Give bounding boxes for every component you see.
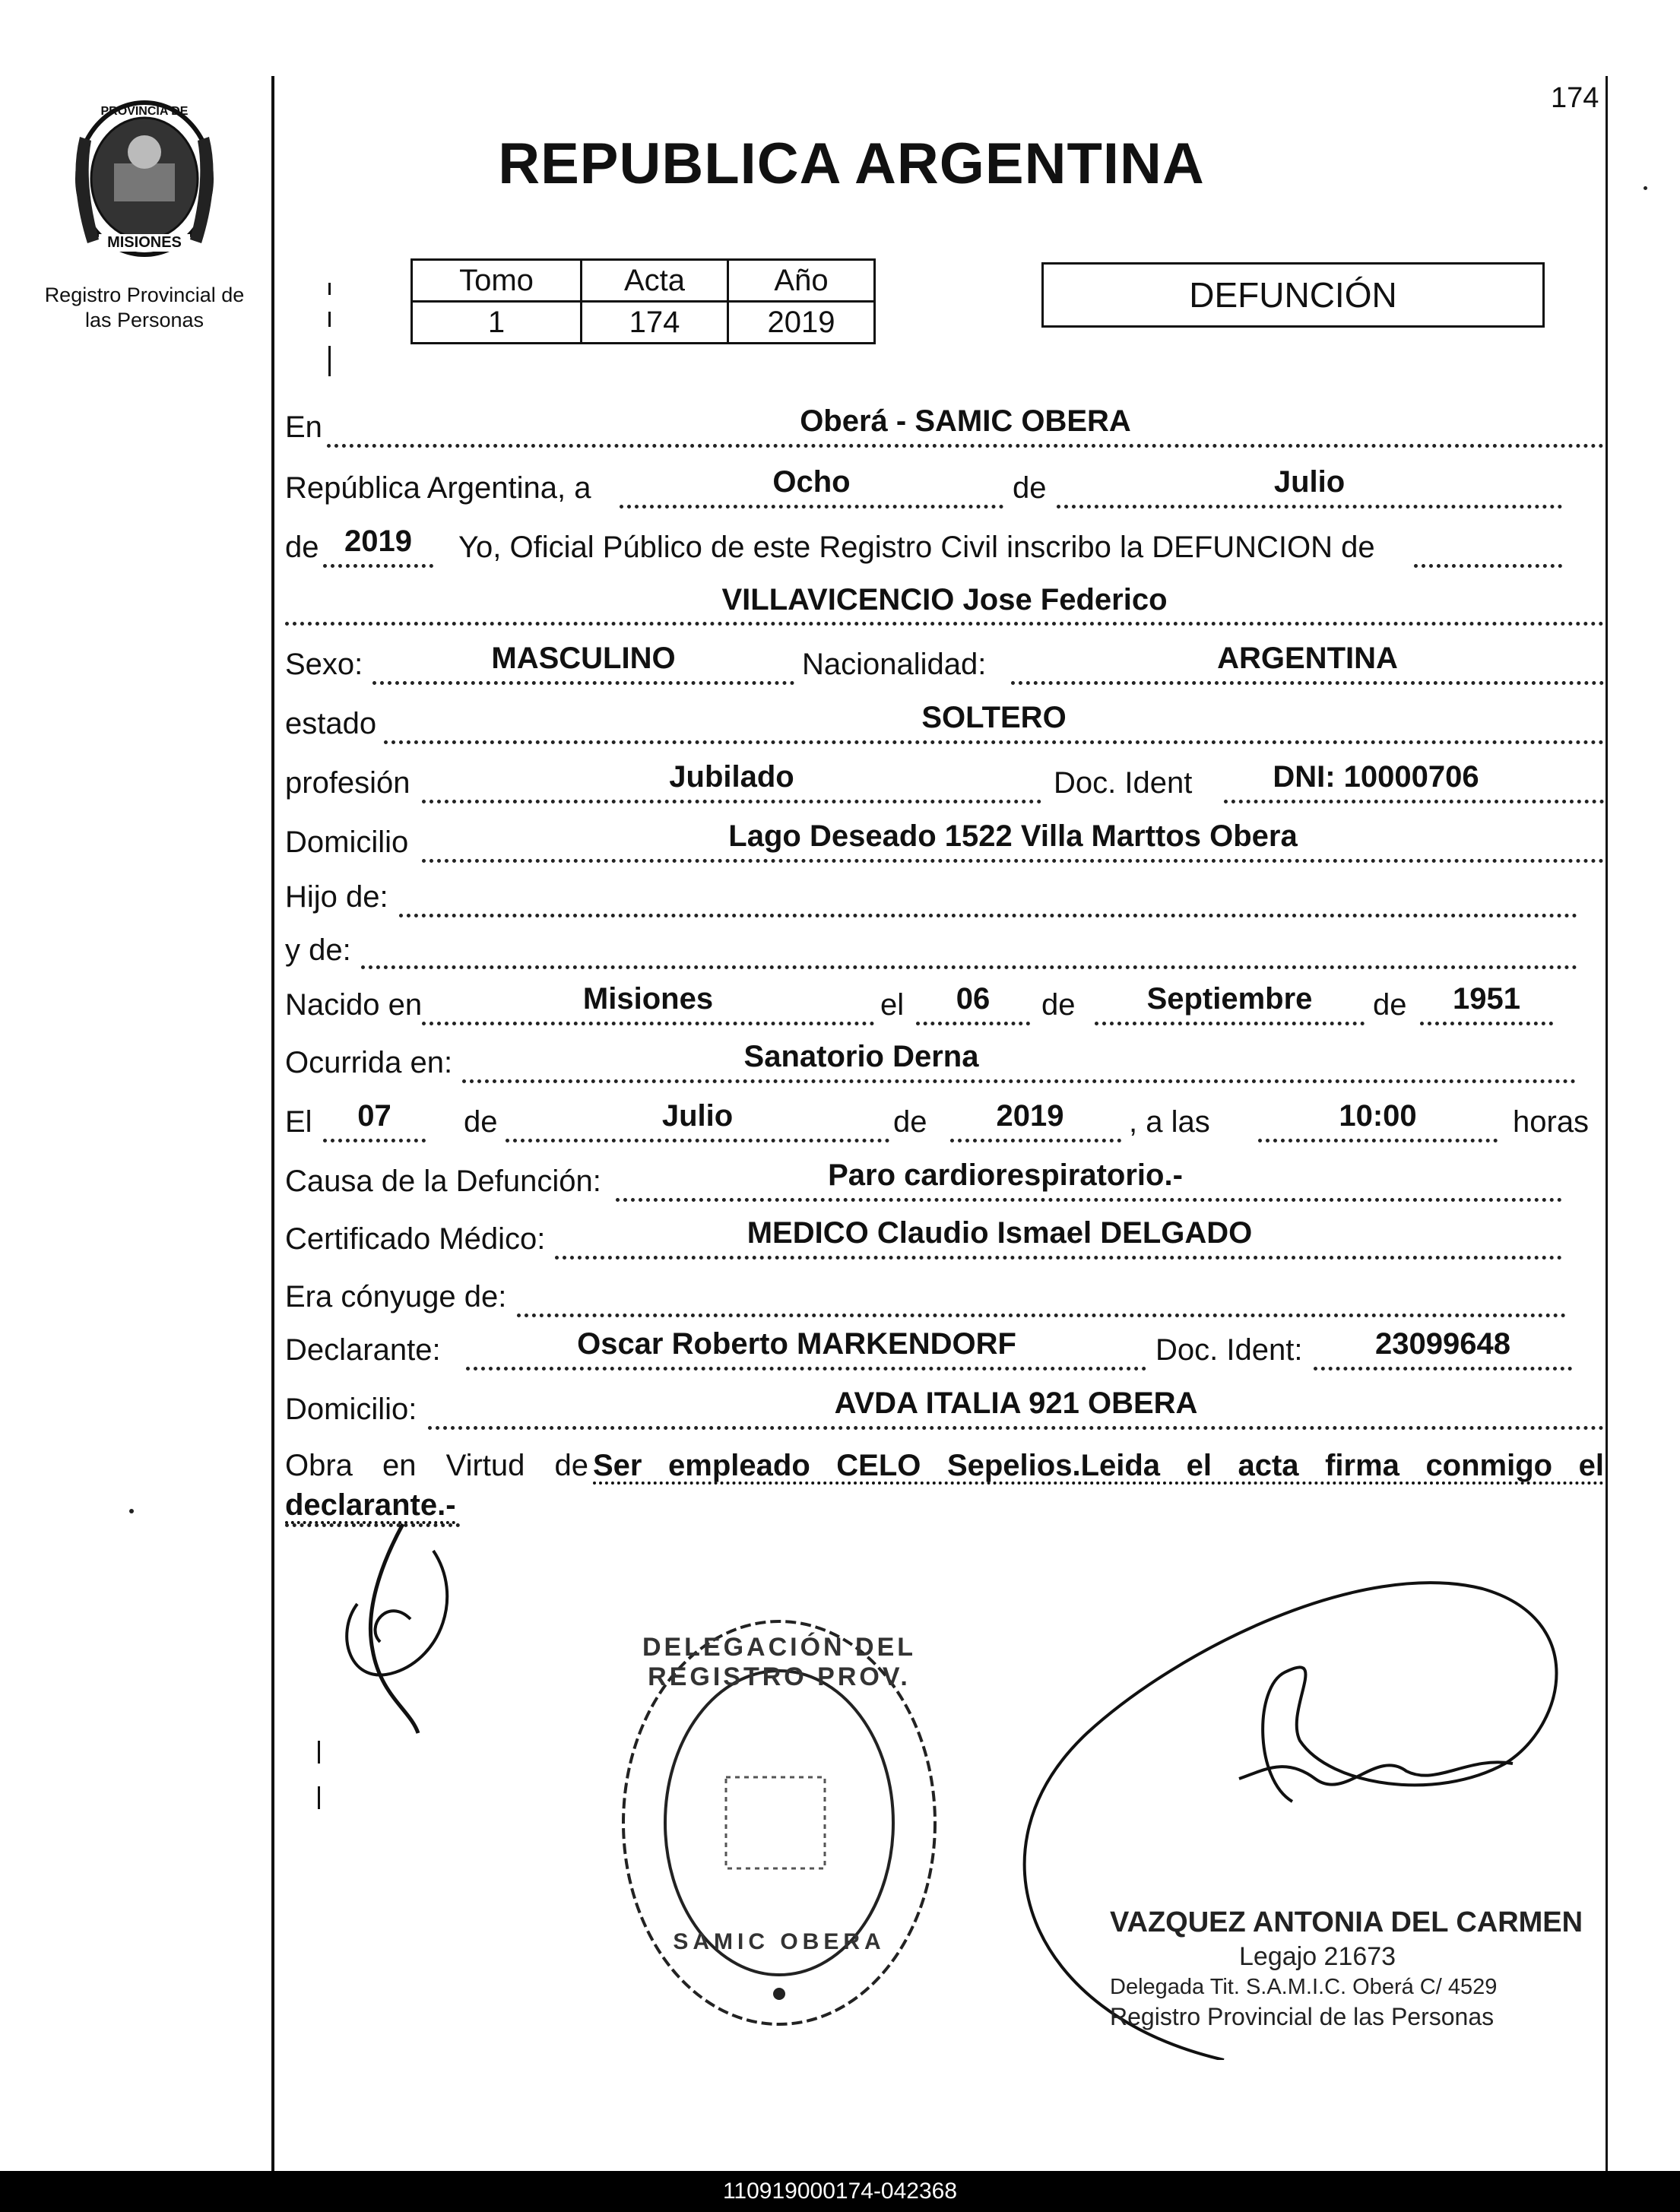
causa-value: Paro cardiorespiratorio.-	[828, 1158, 1183, 1192]
el-death-label: El	[285, 1105, 312, 1139]
death-day-line	[323, 1139, 426, 1142]
month-value: Julio	[1273, 465, 1346, 499]
domicilio-value: Lago Deseado 1522 Villa Marttos Obera	[728, 819, 1298, 853]
de-death-year-label: de	[893, 1105, 927, 1139]
certificado-value: MEDICO Claudio Ismael DELGADO	[746, 1216, 1253, 1250]
yde-label: y de:	[285, 933, 351, 967]
hijo-line	[399, 914, 1577, 917]
place-line	[327, 444, 1604, 448]
profesion-value: Jubilado	[669, 760, 794, 794]
stray-mark	[129, 1509, 134, 1513]
ocurrida-label: Ocurrida en:	[285, 1046, 453, 1079]
record-table-header-row	[412, 260, 875, 302]
stray-mark	[1644, 186, 1647, 190]
record-table-value-row	[412, 302, 875, 344]
registry-label	[23, 283, 266, 333]
acta-value: 174	[582, 302, 728, 344]
causa-label: Causa de la Defunción:	[285, 1165, 601, 1198]
birth-year-value: 1951	[1453, 982, 1520, 1016]
birth-month-value: Septiembre	[1146, 982, 1313, 1016]
deceased-name: VILLAVICENCIO Jose Federico	[721, 583, 1168, 616]
de-birth-year-label: de	[1373, 988, 1407, 1022]
official-registry: Registro Provincial de las Personas	[1110, 2003, 1495, 2030]
death-day-value: 07	[357, 1099, 391, 1133]
nacionalidad-label: Nacionalidad:	[802, 648, 987, 681]
de-death-month-label: de	[464, 1105, 498, 1139]
domicilio2-line	[428, 1426, 1604, 1430]
ocurrida-value: Sanatorio Derna	[743, 1040, 979, 1073]
birth-day-value: 06	[956, 982, 991, 1016]
de-birth-month-label: de	[1041, 988, 1076, 1022]
declarante-doc-value: 23099648	[1375, 1327, 1510, 1361]
conyuge-label: Era cónyuge de:	[285, 1280, 507, 1314]
registry-line-1: Registro Provincial de	[44, 284, 245, 306]
year-line	[323, 564, 433, 568]
estado-value: SOLTERO	[921, 701, 1067, 734]
de-year-label: de	[285, 531, 319, 564]
day-line	[620, 505, 1003, 509]
certificado-label: Certificado Médico:	[285, 1222, 546, 1256]
sexo-line	[372, 681, 794, 685]
footer-code: 110919000174-042368	[0, 2171, 1680, 2212]
ocurrida-line	[462, 1079, 1576, 1083]
margin-tick	[328, 312, 331, 327]
en-label: En	[285, 410, 322, 444]
de-label: de	[1013, 471, 1047, 505]
margin-tick	[328, 283, 331, 295]
hijo-label: Hijo de:	[285, 880, 388, 914]
horas-label: horas	[1513, 1105, 1590, 1139]
death-month-line	[506, 1139, 889, 1142]
yde-line	[361, 965, 1577, 969]
seal-text-bottom: MISIONES	[99, 234, 190, 252]
sexo-value: MASCULINO	[491, 642, 676, 675]
obra-label: Obra en Virtud de	[285, 1449, 589, 1482]
acta-header: Acta	[582, 260, 728, 302]
declarante-value: Oscar Roberto MARKENDORF	[577, 1327, 1016, 1361]
seal-text-top: PROVINCIA DE	[100, 105, 189, 118]
stamp-inner-text: SAMIC OBERA	[673, 1929, 886, 1954]
official-role: Delegada Tit. S.A.M.I.C. Oberá C/ 4529	[1110, 1975, 1498, 1999]
obra-value: Ser empleado CELO Sepelios.Leida el acta firma conmigo el	[593, 1449, 1604, 1482]
official-stamp	[612, 1610, 946, 2036]
conyuge-line	[517, 1314, 1566, 1317]
nacido-value: Misiones	[582, 982, 714, 1016]
domicilio-line	[422, 859, 1604, 863]
doc-ident-line	[1224, 800, 1604, 803]
causa-line	[616, 1198, 1562, 1202]
nacionalidad-line	[1011, 681, 1604, 685]
declarante-label: Declarante:	[285, 1333, 441, 1367]
page-number: 174	[1551, 82, 1599, 114]
sexo-label: Sexo:	[285, 648, 363, 681]
inscribo-text: Yo, Oficial Público de este Registro Civil inscribo la DEFUNCION de	[458, 531, 1375, 564]
left-margin-rule	[271, 76, 274, 2171]
day-written-value: Ocho	[772, 465, 851, 499]
doc-ident-label: Doc. Ident	[1054, 766, 1193, 800]
tomo-value: 1	[412, 302, 582, 344]
obra-value-line-2: declarante.-	[285, 1488, 456, 1522]
certificado-line	[555, 1256, 1562, 1260]
official-name: VAZQUEZ ANTONIA DEL CARMEN	[1110, 1906, 1583, 1938]
birth-year-line	[1420, 1022, 1553, 1025]
death-time-line	[1258, 1139, 1498, 1142]
nacido-line	[422, 1022, 874, 1025]
profesion-line	[422, 800, 1041, 803]
death-year-value: 2019	[996, 1099, 1064, 1133]
death-time-value: 10:00	[1339, 1099, 1417, 1133]
declarante-line	[466, 1367, 1146, 1371]
republica-label: República Argentina, a	[285, 471, 591, 505]
nacido-label: Nacido en	[285, 988, 423, 1022]
tomo-header: Tomo	[412, 260, 582, 302]
death-month-value: Julio	[661, 1099, 734, 1133]
death-year-line	[950, 1139, 1121, 1142]
ano-value: 2019	[728, 302, 875, 344]
record-table	[410, 258, 876, 344]
domicilio-label: Domicilio	[285, 826, 409, 859]
registry-line-2: las Personas	[84, 309, 204, 331]
month-line	[1057, 505, 1562, 509]
margin-tick	[318, 1786, 320, 1809]
record-type-box: DEFUNCIÓN	[1041, 262, 1545, 328]
domicilio2-label: Domicilio:	[285, 1393, 417, 1426]
stamp-ring-text: DELEGACIÓN DEL REGISTRO PROV.	[642, 1633, 917, 1691]
ano-header: Año	[728, 260, 875, 302]
el-label: el	[880, 988, 905, 1022]
estado-label: estado	[285, 707, 377, 740]
place-value: Oberá - SAMIC OBERA	[800, 404, 1131, 438]
profesion-label: profesión	[285, 766, 410, 800]
birth-day-line	[916, 1022, 1030, 1025]
margin-tick	[318, 1741, 320, 1764]
declarante-doc-line	[1314, 1367, 1572, 1371]
declarant-signature	[319, 1520, 487, 1741]
nacionalidad-value: ARGENTINA	[1217, 642, 1398, 675]
doc-ident2-label: Doc. Ident:	[1155, 1333, 1303, 1367]
birth-month-line	[1095, 1022, 1365, 1025]
right-margin-rule	[1606, 76, 1608, 2171]
official-block	[1110, 1906, 1583, 2031]
year-value: 2019	[344, 524, 412, 558]
domicilio2-value: AVDA ITALIA 921 OBERA	[834, 1386, 1198, 1420]
deceased-name-line	[285, 622, 1604, 626]
doc-ident-value: DNI: 10000706	[1273, 760, 1479, 794]
official-legajo: Legajo 21673	[1239, 1942, 1396, 1971]
page-title: REPUBLICA ARGENTINA	[498, 132, 1205, 196]
margin-tick	[328, 346, 331, 376]
inscribo-line	[1414, 564, 1562, 568]
alas-label: , a las	[1129, 1105, 1210, 1139]
estado-line	[384, 740, 1604, 744]
